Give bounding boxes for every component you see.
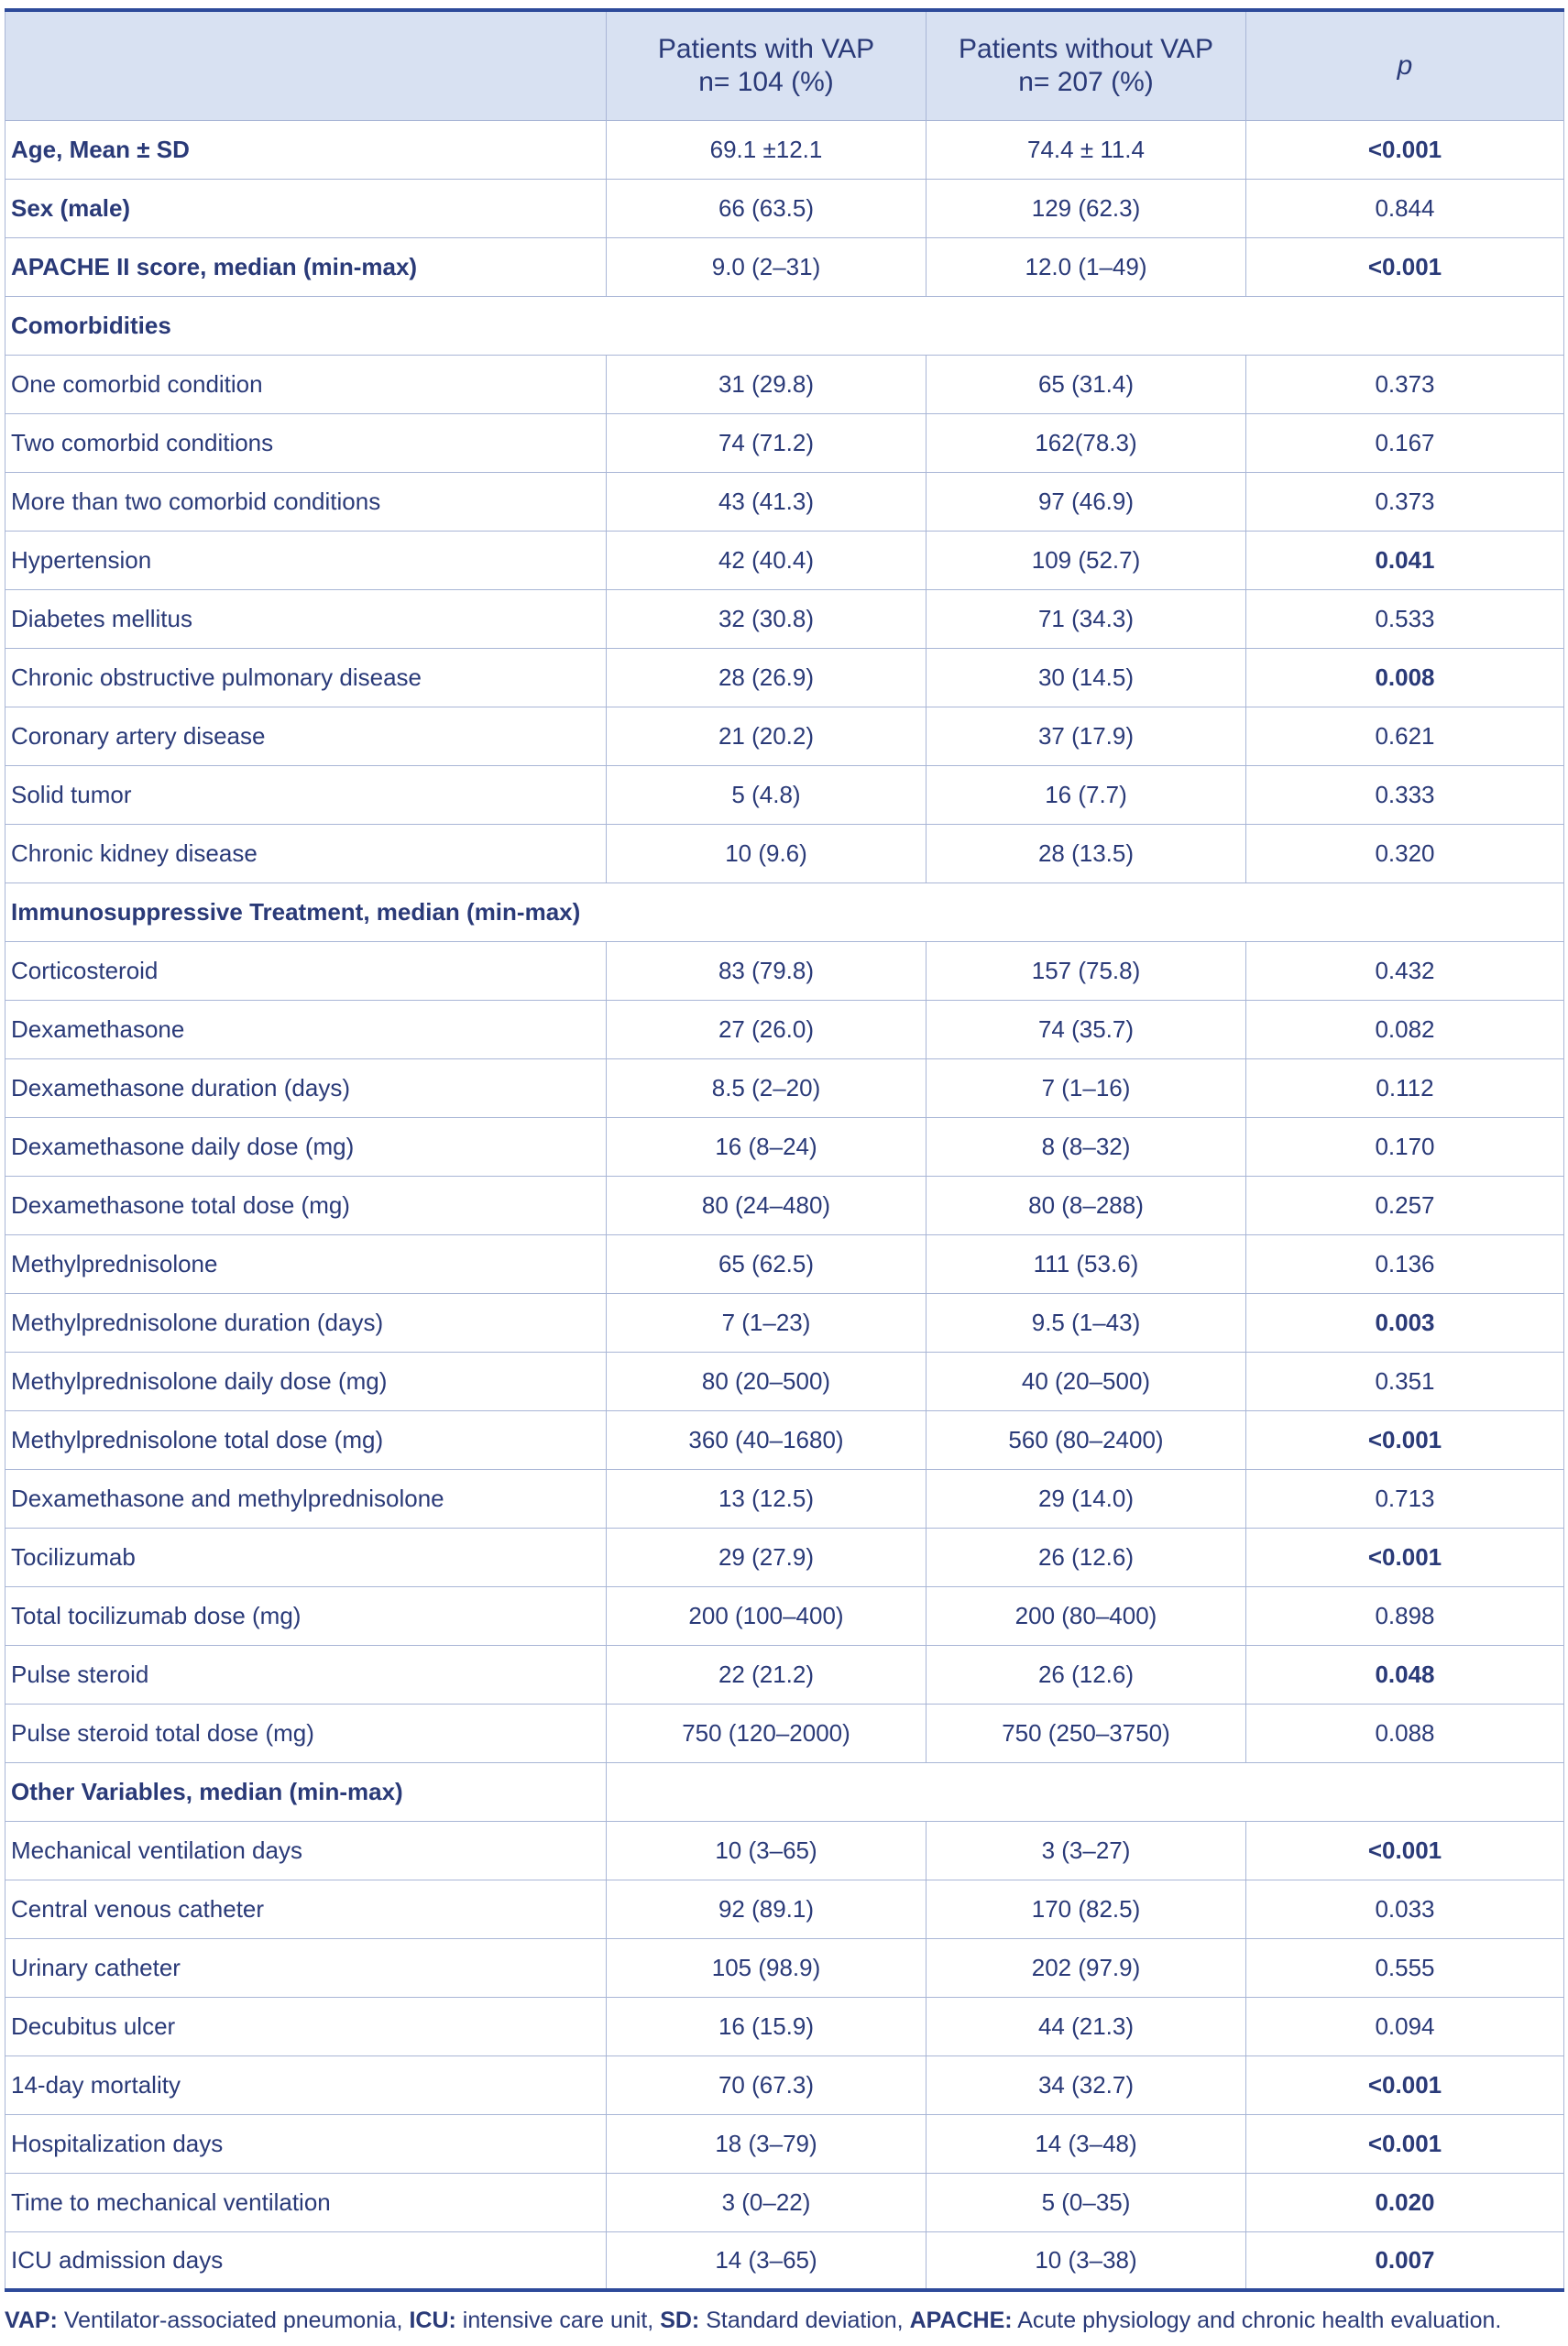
empty-cell [607, 1762, 927, 1821]
cell-without-vap: 162(78.3) [927, 413, 1246, 472]
cell-p-value: 0.373 [1246, 472, 1564, 531]
cell-with-vap: 74 (71.2) [607, 413, 927, 472]
cell-with-vap: 29 (27.9) [607, 1528, 927, 1586]
table-body [5, 120, 1564, 2290]
cell-without-vap: 26 (12.6) [927, 1645, 1246, 1704]
footnote-text: Ventilator-associated pneumonia, [57, 2308, 410, 2333]
cell-p-value: 0.373 [1246, 355, 1564, 413]
cell-with-vap: 80 (24–480) [607, 1176, 927, 1234]
cell-with-vap: 18 (3–79) [607, 2114, 927, 2173]
cell-without-vap: 560 (80–2400) [927, 1410, 1246, 1469]
row-label: Tocilizumab [5, 1528, 607, 1586]
row-label: Methylprednisolone [5, 1234, 607, 1293]
cell-p-value: 0.333 [1246, 765, 1564, 824]
row-label: Dexamethasone daily dose (mg) [5, 1117, 607, 1176]
table-row [5, 765, 1564, 824]
cell-p-value: 0.170 [1246, 1117, 1564, 1176]
cell-with-vap: 42 (40.4) [607, 531, 927, 589]
cell-with-vap: 27 (26.0) [607, 1000, 927, 1058]
cell-with-vap: 9.0 (2–31) [607, 237, 927, 296]
cell-p-value: 0.088 [1246, 1704, 1564, 1762]
cell-with-vap: 22 (21.2) [607, 1645, 927, 1704]
cell-p-value: 0.136 [1246, 1234, 1564, 1293]
row-label: Coronary artery disease [5, 707, 607, 765]
cell-without-vap: 29 (14.0) [927, 1469, 1246, 1528]
table-row [5, 413, 1564, 472]
cell-with-vap: 7 (1–23) [607, 1293, 927, 1352]
footnote-text: intensive care unit, [455, 2308, 661, 2333]
row-label: Chronic obstructive pulmonary disease [5, 648, 607, 707]
header-with-vap-line1: Patients with VAP [657, 33, 875, 64]
cell-with-vap: 65 (62.5) [607, 1234, 927, 1293]
cell-with-vap: 8.5 (2–20) [607, 1058, 927, 1117]
table-row [5, 648, 1564, 707]
row-label: Hypertension [5, 531, 607, 589]
table-row [5, 1704, 1564, 1762]
cell-without-vap: 71 (34.3) [927, 589, 1246, 648]
cell-with-vap: 80 (20–500) [607, 1352, 927, 1410]
cell-without-vap: 14 (3–48) [927, 2114, 1246, 2173]
table-row [5, 1469, 1564, 1528]
section-row [5, 882, 1564, 941]
header-p-value: p [1246, 10, 1564, 120]
cell-p-value: 0.094 [1246, 1997, 1564, 2055]
cell-with-vap: 16 (15.9) [607, 1997, 927, 2055]
cell-without-vap: 170 (82.5) [927, 1880, 1246, 1938]
cell-p-value: 0.432 [1246, 941, 1564, 1000]
cell-without-vap: 37 (17.9) [927, 707, 1246, 765]
row-label: Dexamethasone [5, 1000, 607, 1058]
row-label: Chronic kidney disease [5, 824, 607, 882]
cell-with-vap: 69.1 ±12.1 [607, 120, 927, 179]
table-row [5, 1586, 1564, 1645]
cell-without-vap: 129 (62.3) [927, 179, 1246, 237]
cell-without-vap: 16 (7.7) [927, 765, 1246, 824]
table-row [5, 1117, 1564, 1176]
cell-p-value: 0.257 [1246, 1176, 1564, 1234]
row-label: More than two comorbid conditions [5, 472, 607, 531]
table-row [5, 1234, 1564, 1293]
cell-p-value: <0.001 [1246, 120, 1564, 179]
cell-p-value: 0.621 [1246, 707, 1564, 765]
row-label: 14-day mortality [5, 2055, 607, 2114]
table-row [5, 2231, 1564, 2290]
empty-cell [1246, 1762, 1564, 1821]
cell-p-value: <0.001 [1246, 1410, 1564, 1469]
cell-with-vap: 10 (9.6) [607, 824, 927, 882]
table-row [5, 472, 1564, 531]
cell-with-vap: 16 (8–24) [607, 1117, 927, 1176]
row-label: Methylprednisolone duration (days) [5, 1293, 607, 1352]
row-label: Dexamethasone duration (days) [5, 1058, 607, 1117]
header-with-vap [607, 10, 927, 120]
row-label: Pulse steroid [5, 1645, 607, 1704]
table-row [5, 179, 1564, 237]
cell-without-vap: 28 (13.5) [927, 824, 1246, 882]
table-row [5, 1528, 1564, 1586]
table-row [5, 1997, 1564, 2055]
cell-without-vap: 7 (1–16) [927, 1058, 1246, 1117]
cell-without-vap: 200 (80–400) [927, 1586, 1246, 1645]
cell-p-value: <0.001 [1246, 2114, 1564, 2173]
table-row [5, 1645, 1564, 1704]
table-row [5, 1352, 1564, 1410]
row-label: Corticosteroid [5, 941, 607, 1000]
cell-without-vap: 65 (31.4) [927, 355, 1246, 413]
cell-without-vap: 40 (20–500) [927, 1352, 1246, 1410]
row-label: ICU admission days [5, 2231, 607, 2290]
table-row [5, 1058, 1564, 1117]
cell-without-vap: 202 (97.9) [927, 1938, 1246, 1997]
cell-without-vap: 10 (3–38) [927, 2231, 1246, 2290]
footnote-term: ICU: [409, 2308, 456, 2333]
cell-without-vap: 157 (75.8) [927, 941, 1246, 1000]
cell-without-vap: 5 (0–35) [927, 2173, 1246, 2231]
cell-without-vap: 12.0 (1–49) [927, 237, 1246, 296]
table-row [5, 941, 1564, 1000]
row-label: Mechanical ventilation days [5, 1821, 607, 1880]
cell-p-value: 0.533 [1246, 589, 1564, 648]
cell-without-vap: 74 (35.7) [927, 1000, 1246, 1058]
cell-with-vap: 28 (26.9) [607, 648, 927, 707]
cell-without-vap: 750 (250–3750) [927, 1704, 1246, 1762]
row-label: Solid tumor [5, 765, 607, 824]
cell-p-value: 0.008 [1246, 648, 1564, 707]
row-label: Sex (male) [5, 179, 607, 237]
cell-with-vap: 92 (89.1) [607, 1880, 927, 1938]
section-row [5, 1762, 1564, 1821]
footnote-term: VAP: [5, 2308, 58, 2333]
cell-p-value: 0.003 [1246, 1293, 1564, 1352]
row-label: Time to mechanical ventilation [5, 2173, 607, 2231]
table-row [5, 120, 1564, 179]
section-label: Immunosuppressive Treatment, median (min-max) [5, 882, 1564, 941]
cell-with-vap: 360 (40–1680) [607, 1410, 927, 1469]
cell-p-value: 0.007 [1246, 2231, 1564, 2290]
footnote-term: SD: [660, 2308, 700, 2333]
row-label: One comorbid condition [5, 355, 607, 413]
table-row [5, 355, 1564, 413]
section-label: Other Variables, median (min-max) [5, 1762, 607, 1821]
row-label: Pulse steroid total dose (mg) [5, 1704, 607, 1762]
footnote-term: APACHE: [909, 2308, 1013, 2333]
cell-p-value: 0.351 [1246, 1352, 1564, 1410]
section-row [5, 296, 1564, 355]
cell-p-value: 0.033 [1246, 1880, 1564, 1938]
table-header-row [5, 10, 1564, 120]
table-row [5, 1000, 1564, 1058]
header-blank [5, 10, 607, 120]
cell-p-value: <0.001 [1246, 1821, 1564, 1880]
cell-with-vap: 83 (79.8) [607, 941, 927, 1000]
section-label: Comorbidities [5, 296, 1564, 355]
cell-with-vap: 750 (120–2000) [607, 1704, 927, 1762]
cell-p-value: 0.048 [1246, 1645, 1564, 1704]
row-label: APACHE II score, median (min-max) [5, 237, 607, 296]
empty-cell [927, 1762, 1246, 1821]
header-without-vap-line2: n= 207 (%) [1018, 66, 1154, 97]
cell-p-value: <0.001 [1246, 1528, 1564, 1586]
cell-with-vap: 13 (12.5) [607, 1469, 927, 1528]
cell-without-vap: 26 (12.6) [927, 1528, 1246, 1586]
cell-with-vap: 200 (100–400) [607, 1586, 927, 1645]
row-label: Methylprednisolone total dose (mg) [5, 1410, 607, 1469]
cell-without-vap: 74.4 ± 11.4 [927, 120, 1246, 179]
cell-without-vap: 97 (46.9) [927, 472, 1246, 531]
table-row [5, 824, 1564, 882]
cell-without-vap: 111 (53.6) [927, 1234, 1246, 1293]
cell-without-vap: 3 (3–27) [927, 1821, 1246, 1880]
row-label: Dexamethasone total dose (mg) [5, 1176, 607, 1234]
cell-p-value: 0.898 [1246, 1586, 1564, 1645]
table-row [5, 531, 1564, 589]
cell-without-vap: 80 (8–288) [927, 1176, 1246, 1234]
cell-with-vap: 66 (63.5) [607, 179, 927, 237]
table-row [5, 2055, 1564, 2114]
table-row [5, 1410, 1564, 1469]
cell-p-value: 0.320 [1246, 824, 1564, 882]
cell-without-vap: 34 (32.7) [927, 2055, 1246, 2114]
row-label: Urinary catheter [5, 1938, 607, 1997]
cell-with-vap: 10 (3–65) [607, 1821, 927, 1880]
table-row [5, 2173, 1564, 2231]
cell-with-vap: 5 (4.8) [607, 765, 927, 824]
cell-without-vap: 109 (52.7) [927, 531, 1246, 589]
cell-with-vap: 3 (0–22) [607, 2173, 927, 2231]
cell-p-value: <0.001 [1246, 2055, 1564, 2114]
cell-without-vap: 44 (21.3) [927, 1997, 1246, 2055]
cell-without-vap: 30 (14.5) [927, 648, 1246, 707]
table-row [5, 1293, 1564, 1352]
footnote-text: Standard deviation, [699, 2308, 910, 2333]
table-row [5, 1821, 1564, 1880]
cell-without-vap: 8 (8–32) [927, 1117, 1246, 1176]
row-label: Central venous catheter [5, 1880, 607, 1938]
row-label: Methylprednisolone daily dose (mg) [5, 1352, 607, 1410]
table-row [5, 2114, 1564, 2173]
cell-without-vap: 9.5 (1–43) [927, 1293, 1246, 1352]
cell-p-value: 0.844 [1246, 179, 1564, 237]
cell-p-value: 0.082 [1246, 1000, 1564, 1058]
cell-p-value: 0.041 [1246, 531, 1564, 589]
cell-with-vap: 43 (41.3) [607, 472, 927, 531]
table-row [5, 589, 1564, 648]
row-label: Two comorbid conditions [5, 413, 607, 472]
row-label: Diabetes mellitus [5, 589, 607, 648]
cell-with-vap: 32 (30.8) [607, 589, 927, 648]
row-label: Decubitus ulcer [5, 1997, 607, 2055]
cell-with-vap: 70 (67.3) [607, 2055, 927, 2114]
table-row [5, 1880, 1564, 1938]
header-with-vap-line2: n= 104 (%) [698, 66, 834, 97]
cell-with-vap: 21 (20.2) [607, 707, 927, 765]
data-table [5, 8, 1564, 2292]
footnote [5, 2308, 1563, 2334]
header-without-vap [927, 10, 1246, 120]
table-row [5, 237, 1564, 296]
cell-with-vap: 105 (98.9) [607, 1938, 927, 1997]
cell-p-value: <0.001 [1246, 237, 1564, 296]
cell-p-value: 0.713 [1246, 1469, 1564, 1528]
table-row [5, 1938, 1564, 1997]
table-row [5, 707, 1564, 765]
cell-with-vap: 31 (29.8) [607, 355, 927, 413]
footnote-text: Acute physiology and chronic health evaluation. [1012, 2308, 1502, 2333]
cell-p-value: 0.167 [1246, 413, 1564, 472]
row-label: Age, Mean ± SD [5, 120, 607, 179]
table-row [5, 1176, 1564, 1234]
cell-p-value: 0.112 [1246, 1058, 1564, 1117]
cell-p-value: 0.020 [1246, 2173, 1564, 2231]
row-label: Dexamethasone and methylprednisolone [5, 1469, 607, 1528]
cell-p-value: 0.555 [1246, 1938, 1564, 1997]
cell-with-vap: 14 (3–65) [607, 2231, 927, 2290]
row-label: Hospitalization days [5, 2114, 607, 2173]
header-without-vap-line1: Patients without VAP [959, 33, 1213, 64]
row-label: Total tocilizumab dose (mg) [5, 1586, 607, 1645]
